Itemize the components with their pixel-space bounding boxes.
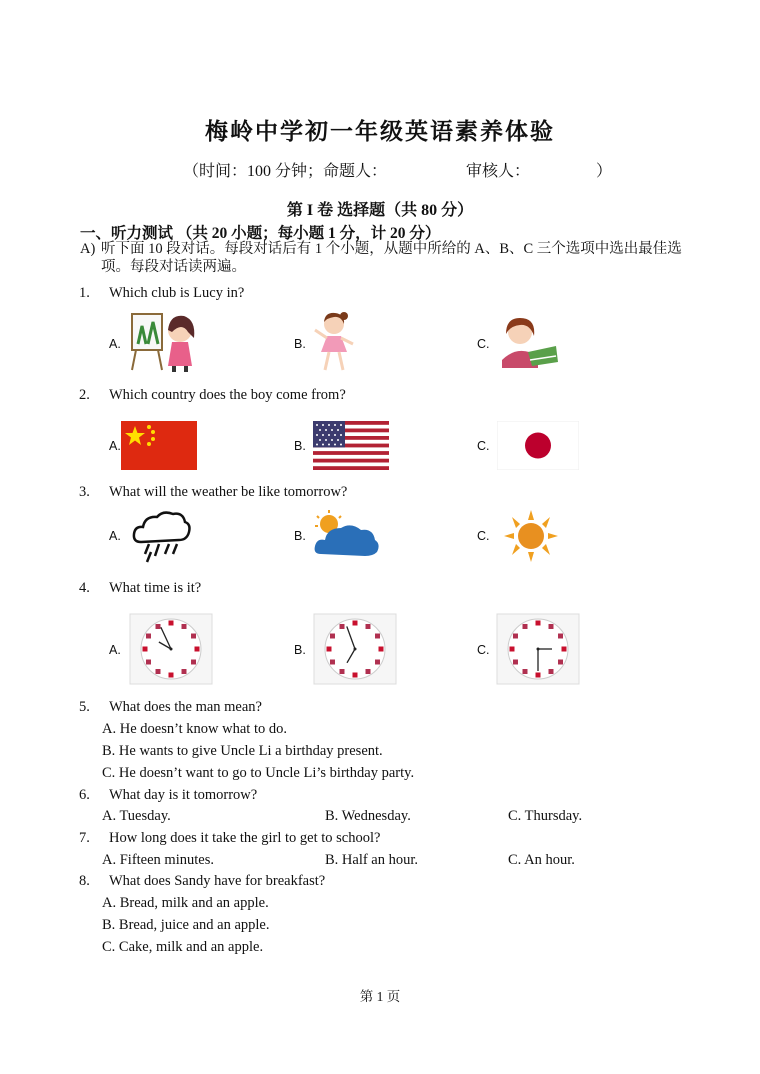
option-label: B. <box>294 529 306 543</box>
page-title: 梅岭中学初一年级英语素养体验 <box>205 119 555 144</box>
option-label: A. <box>109 529 121 543</box>
section-heading: 一、听力测试 （共 20 小题；每小题 1 分，计 20 分） <box>80 225 441 242</box>
page-footer: 第 1 页 <box>359 989 401 1004</box>
subsection-label: A) <box>80 241 96 257</box>
option-a: A. Bread, milk and an apple. <box>102 895 269 911</box>
question-number: 5. <box>79 699 90 715</box>
option-b: B. Bread, juice and an apple. <box>102 917 270 933</box>
cloudy-icon <box>313 510 381 560</box>
question-number: 6. <box>79 787 90 803</box>
painting-girl-icon <box>128 310 200 372</box>
option-label: B. <box>294 337 306 351</box>
question-number: 8. <box>79 873 90 889</box>
question-text: How long does it take the girl to get to school? <box>109 830 381 846</box>
option-b: B. Half an hour. <box>325 852 419 868</box>
rain-cloud-icon <box>131 508 193 564</box>
subsection-text: 听下面 10 段对话。每段对话后有 1 个小题，从题中所给的 A、B、C 三个选项中选出最佳选项。每段对话读两遍。 <box>101 241 682 275</box>
option-c: C. Cake, milk and an apple. <box>102 939 264 955</box>
question-text: Which country does the boy come from? <box>109 387 346 403</box>
option-a: A. He doesn’t know what to do. <box>102 721 287 737</box>
question-text: What does Sandy have for breakfast? <box>109 873 326 889</box>
reading-girl-icon <box>498 316 560 372</box>
exam-info-close: ） <box>596 163 613 180</box>
option-label: A. <box>109 643 121 657</box>
option-c: C. He doesn’t want to go to Uncle Li’s birthday party. <box>102 765 415 781</box>
option-label: C. <box>477 529 490 543</box>
usa-flag-icon <box>313 421 389 470</box>
question-text: What does the man mean? <box>109 699 262 715</box>
japan-flag-icon <box>497 421 579 470</box>
exam-reviewer: 审核人： <box>466 163 531 180</box>
dancing-girl-icon <box>313 310 355 374</box>
question-text: What day is it tomorrow? <box>109 787 258 803</box>
clock-icon <box>313 613 397 685</box>
sun-icon <box>504 510 558 562</box>
question-text: What will the weather be like tomorrow? <box>109 484 348 500</box>
option-c: C. An hour. <box>508 852 575 868</box>
question-number: 2. <box>79 387 90 403</box>
option-label: C. <box>477 643 490 657</box>
option-a: A. Fifteen minutes. <box>102 852 214 868</box>
option-b: B. He wants to give Uncle Li a birthday present. <box>102 743 383 759</box>
clock-icon <box>129 613 213 685</box>
china-flag-icon <box>121 421 197 470</box>
exam-time: （时间：100 分钟；命题人： <box>183 163 388 180</box>
question-number: 7. <box>79 830 90 846</box>
question-text: Which club is Lucy in? <box>109 285 245 301</box>
question-number: 1. <box>79 285 90 301</box>
option-label: C. <box>477 439 490 453</box>
question-number: 3. <box>79 484 90 500</box>
question-number: 4. <box>79 580 90 596</box>
option-b: B. Wednesday. <box>325 808 411 824</box>
option-label: C. <box>477 337 490 351</box>
option-label: B. <box>294 643 306 657</box>
question-text: What time is it? <box>109 580 202 596</box>
option-c: C. Thursday. <box>508 808 583 824</box>
option-label: A. <box>109 439 121 453</box>
option-label: A. <box>109 337 121 351</box>
clock-icon <box>496 613 580 685</box>
option-label: B. <box>294 439 306 453</box>
option-a: A. Tuesday. <box>102 808 171 824</box>
part-heading: 第 I 卷 选择题（共 80 分） <box>286 202 474 219</box>
